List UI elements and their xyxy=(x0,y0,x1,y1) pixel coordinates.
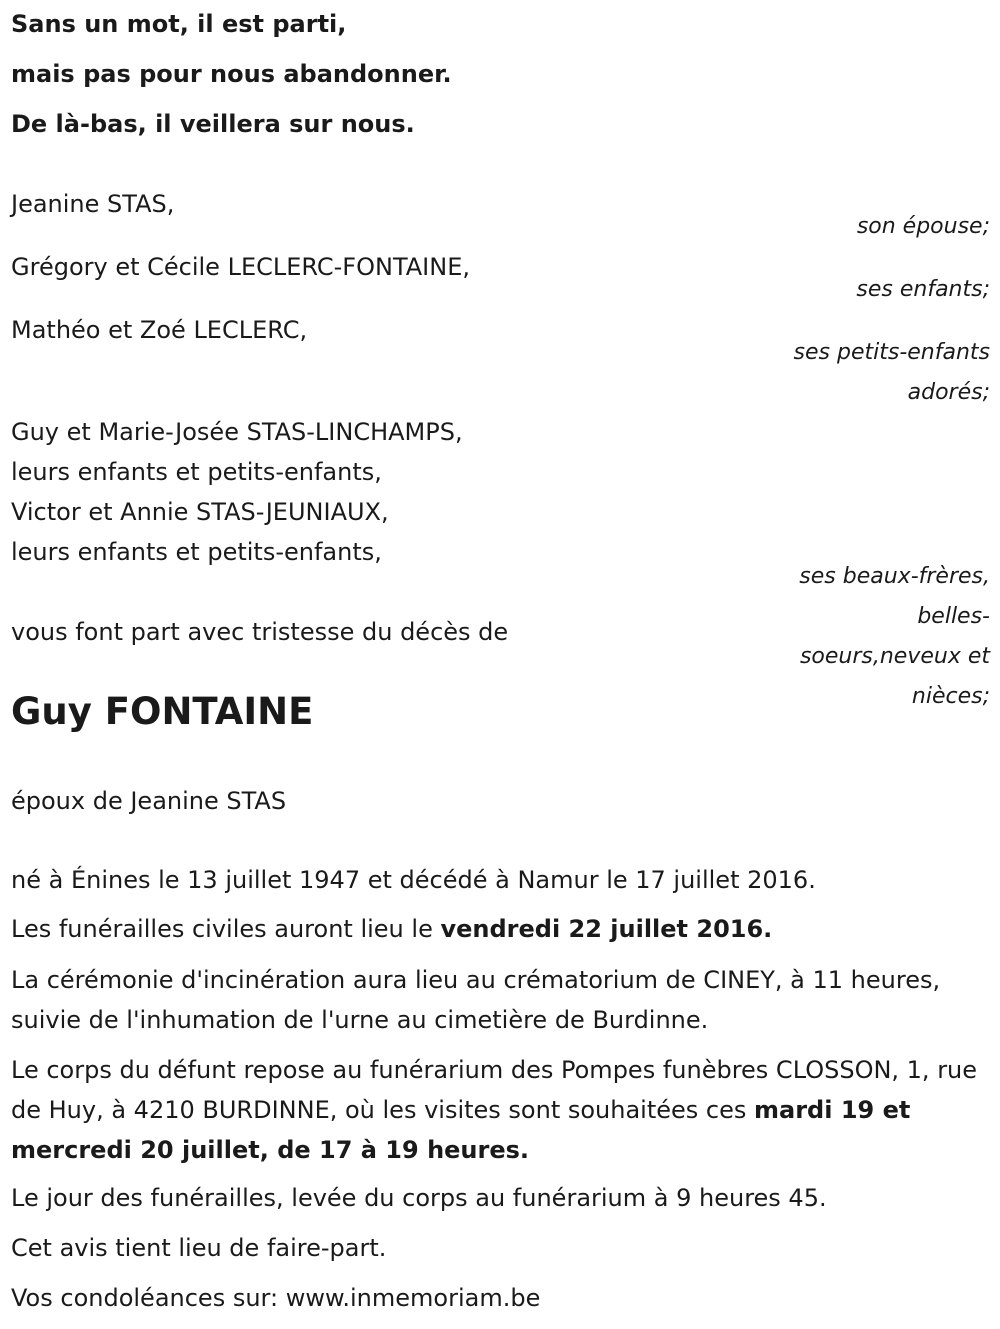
funeral-date-line xyxy=(11,915,772,943)
visits-prefix: Le corps du défunt repose au funérarium des Pompes funèbres CLOSSON, 1, rue de Huy, à 4210 BURDINNE, où les visites sont souhaitées ces xyxy=(11,1056,978,1124)
funeral-date: vendredi 22 juillet 2016. xyxy=(440,915,773,943)
relation-grandchildren-1: ses petits-enfants xyxy=(793,340,990,365)
family-children: Grégory et Cécile LECLERC-FONTAINE, xyxy=(11,253,470,281)
relation-spouse: son épouse; xyxy=(856,214,990,239)
relation-inlaws-4: nièces; xyxy=(911,684,990,709)
deceased-name: Guy FONTAINE xyxy=(11,690,314,733)
poem-line-1: Sans un mot, il est parti, xyxy=(11,10,347,38)
relation-inlaws-3: soeurs,neveux et xyxy=(799,644,990,669)
funeral-prefix: Les funérailles civiles auront lieu le xyxy=(11,915,441,943)
notice-line: Cet avis tient lieu de faire-part. xyxy=(11,1234,387,1262)
ceremony-paragraph: La cérémonie d'incinération aura lieu au crématorium de CINEY, à 11 heures, suivie de l'inhumation de l'urne au cimetière de Burdinne. xyxy=(11,966,941,1034)
relation-inlaws-2: belles- xyxy=(917,604,990,629)
visits-paragraph xyxy=(11,1050,986,1170)
family-inlaw-4: leurs enfants et petits-enfants, xyxy=(11,538,382,566)
family-inlaw-3: Victor et Annie STAS-JEUNIAUX, xyxy=(11,498,389,526)
family-grandchildren: Mathéo et Zoé LECLERC, xyxy=(11,316,308,344)
family-spouse: Jeanine STAS, xyxy=(11,190,175,218)
family-inlaw-2: leurs enfants et petits-enfants, xyxy=(11,458,382,486)
relation-grandchildren-2: adorés; xyxy=(907,380,990,405)
family-inlaw-1: Guy et Marie-Josée STAS-LINCHAMPS, xyxy=(11,418,463,446)
family-announce: vous font part avec tristesse du décès de xyxy=(11,618,509,646)
visits-dates: mardi 19 et mercredi 20 juillet, de 17 à 19 heures. xyxy=(11,1096,911,1164)
poem-line-2: mais pas pour nous abandonner. xyxy=(11,60,452,88)
deceased-spouse-of: époux de Jeanine STAS xyxy=(11,787,287,815)
relation-children: ses enfants; xyxy=(856,277,990,302)
birth-death: né à Énines le 13 juillet 1947 et décédé à Namur le 17 juillet 2016. xyxy=(11,866,816,894)
poem-line-3: De là-bas, il veillera sur nous. xyxy=(11,110,415,138)
relation-inlaws-1: ses beaux-frères, xyxy=(799,564,990,589)
condolences-line: Vos condoléances sur: www.inmemoriam.be xyxy=(11,1284,541,1312)
levee-line: Le jour des funérailles, levée du corps au funérarium à 9 heures 45. xyxy=(11,1184,827,1212)
